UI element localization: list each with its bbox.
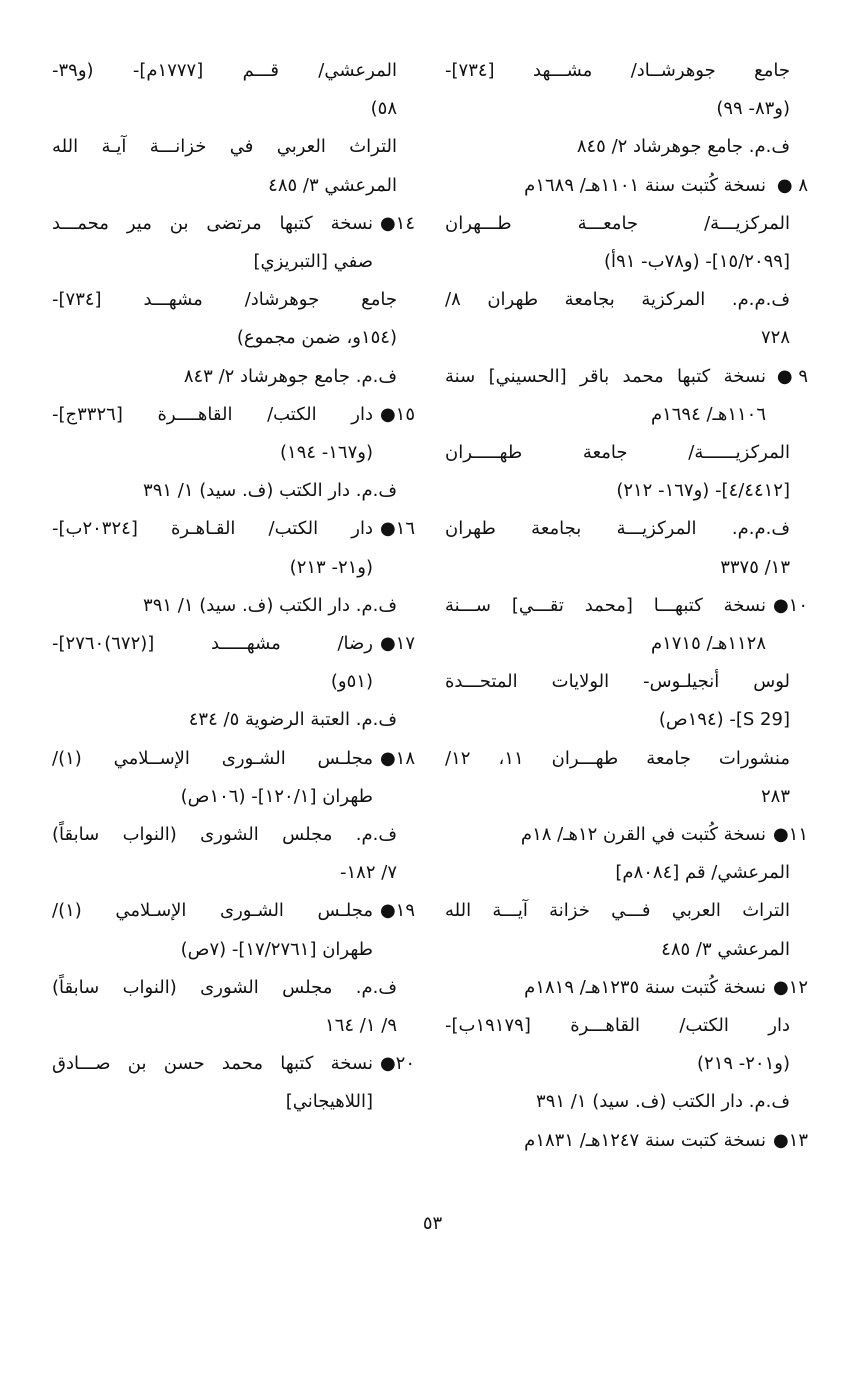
text-line: ف.م. مجلس الشورى (النواب سابقاً) (52, 976, 397, 998)
entry-number: ١٠● (772, 594, 808, 616)
text-line: رضا/ مشهـــــد [(٦٧٢)٢٧٦٠]- (52, 633, 373, 655)
left-column (52, 52, 415, 1122)
entry-detail (52, 281, 397, 357)
text-line: المرعشي/ قـــم [١٧٧٧م]- (و٣٩- (52, 60, 397, 81)
text-line: المرعشي/ قم [٨٠٨٤م] (615, 862, 790, 884)
text-line: (١٥٤و، ضمن مجموع) (236, 327, 397, 349)
text-line: لوس أنجيلـوس- الولايات المتحـــدة (445, 671, 790, 693)
manuscript-entry (52, 892, 415, 968)
text-line: صفي [التبريزي] (253, 251, 373, 273)
text-line: ٧٢٨ (760, 327, 790, 349)
text-line: طهران [١٢٠/١]- (١٠٦ص) (180, 785, 373, 807)
text-line: نسخة كتبها محمد حسن بن صـــادق (52, 1053, 373, 1075)
entry-number: ١٨● (379, 747, 415, 769)
manuscript-entry (52, 205, 415, 281)
manuscript-entry (445, 587, 808, 663)
entry-detail (445, 52, 790, 128)
text-line: ف.م.م. المركزيـــة بجامعة طهران (445, 518, 790, 540)
entry-detail (52, 816, 397, 892)
text-line: ١١٢٨هـ/ ١٧١٥م (650, 633, 766, 655)
entry-detail (445, 1083, 790, 1121)
text-line: المركزيـــة/ جامعـــة طـــهران (445, 212, 790, 234)
text-line: (و٢١- ٢١٣) (289, 556, 373, 578)
text-line: نسخة كُتبت سنة ١١٠١هـ/ ١٦٨٩م (524, 174, 766, 196)
entry-number: ١٢● (772, 976, 808, 998)
entry-detail (52, 128, 397, 204)
text-line: نسخة كتبت سنة ١٢٤٧هـ/ ١٨٣١م (524, 1129, 766, 1151)
manuscript-entry (52, 740, 415, 816)
text-line: ف.م. جامع جوهرشاد ٢/ ٨٤٣ (183, 365, 397, 387)
text-line: دار الكتب/ القـاهـرة [٢٠٣٢٤ب]- (52, 518, 373, 540)
text-line: ف.م. دار الكتب (ف. سيد) ١/ ٣٩١ (536, 1091, 790, 1113)
text-line: [اللاهيجاني] (285, 1091, 373, 1113)
text-line: نسخة كُتبت سنة ١٢٣٥هـ/ ١٨١٩م (524, 976, 766, 998)
text-line: جامع جوهرشــاد/ مشـــهد [٧٣٤]- (445, 60, 790, 81)
text-line: ف.م. دار الكتب (ف. سيد) ١/ ٣٩١ (143, 594, 397, 616)
text-line: جامع جوهرشاد/ مشهـــد [٧٣٤]- (52, 289, 397, 311)
entry-number: ٩ ● (776, 365, 808, 387)
text-line: ٥٨) (370, 98, 397, 120)
text-line: المرعشي ٣/ ٤٨٥ (661, 938, 790, 960)
text-line: المرعشي ٣/ ٤٨٥ (268, 174, 397, 196)
text-line: [S 29]- (١٩٤ص) (658, 709, 790, 731)
text-line: (و١٦٧- ١٩٤) (280, 442, 373, 464)
text-line: نسخة كتبهـــا [محمد تقـــي] ســـنة (445, 594, 766, 616)
entry-detail (445, 892, 790, 968)
entry-detail (445, 663, 790, 739)
entry-number: ١٧● (379, 633, 415, 655)
manuscript-entry (445, 816, 808, 854)
entry-detail (445, 854, 790, 892)
text-line: نسخة كتبها محمد باقر [الحسيني] سنة (445, 365, 766, 387)
manuscript-entry (52, 1045, 415, 1121)
manuscript-entry (445, 167, 808, 205)
text-line: منشورات جامعة طهـــران ١١، ١٢/ (445, 747, 791, 769)
entry-number: ١٣● (772, 1129, 808, 1151)
entry-detail (445, 128, 790, 166)
manuscript-entry (445, 969, 808, 1007)
entry-detail (445, 510, 790, 586)
text-line: المركزيــــــة/ جامعة طهـــــران (445, 442, 790, 464)
text-line: ف.م. العتبة الرضوية ٥/ ٤٣٤ (188, 709, 397, 731)
manuscript-entry (445, 1122, 808, 1160)
entry-detail (52, 52, 397, 128)
entry-detail (52, 701, 397, 739)
entry-detail (445, 281, 790, 357)
text-line: مجلـس الشـورى الإسـلامي (١)/ (52, 900, 373, 922)
text-line: دار الكتب/ القاهـــرة [١٩١٧٩ب]- (445, 1015, 790, 1037)
text-line: (و٢٠١- ٢١٩) (697, 1053, 790, 1075)
text-line: التراث العربي في خزانـــة آيـة الله (52, 136, 397, 158)
manuscript-entry (52, 625, 415, 701)
text-line: [١٥/٢٠٩٩]- (و٧٨ب- ٩١أ) (604, 251, 790, 273)
entry-number: ٨ ● (776, 174, 808, 196)
entry-detail (52, 969, 397, 1045)
entry-detail (52, 587, 397, 625)
entry-number: ١١● (772, 824, 808, 846)
manuscript-entry (52, 510, 415, 586)
entry-number: ٢٠● (379, 1053, 415, 1075)
text-line: (و٨٣- ٩٩) (716, 98, 790, 120)
text-line: (٥١و) (330, 671, 373, 693)
text-line: دار الكتب/ القاهــــرة [٣٣٢٦ج]- (52, 403, 373, 425)
right-column (445, 52, 808, 1160)
entry-number: ١٥● (379, 403, 415, 425)
text-line: نسخة كُتبت في القرن ١٢هـ/ ١٨م (520, 824, 766, 846)
text-line: ٧/ ١٨٢- (340, 862, 397, 884)
manuscript-entry (52, 396, 415, 472)
entry-detail (445, 740, 790, 816)
text-line: التراث العربي فـــي خزانة آيـــة الله (445, 900, 790, 922)
entry-number: ١٦● (379, 518, 415, 540)
text-line: [٤/٤٤١٢]- (و١٦٧- ٢١٢) (616, 480, 790, 502)
entry-detail (52, 472, 397, 510)
text-line: ف.م. دار الكتب (ف. سيد) ١/ ٣٩١ (143, 480, 397, 502)
text-line: ف.م. مجلس الشورى (النواب سابقاً) (52, 824, 397, 846)
text-line: ٩/ ١/ ١٦٤ (325, 1015, 397, 1037)
entry-number: ١٩● (379, 900, 415, 922)
text-line: نسخة كتبها مرتضى بن مير محمـــد (52, 212, 373, 234)
page-number: ٥٣ (422, 1213, 443, 1234)
manuscript-entry (445, 358, 808, 434)
text-line: ف.م.م. المركزية بجامعة طهران ٨/ (445, 289, 790, 311)
entry-detail (445, 205, 790, 281)
text-line: ١٣/ ٣٣٧٥ (720, 556, 790, 578)
entry-number: ١٤● (379, 212, 415, 234)
text-line: ٢٨٣ (760, 785, 790, 807)
text-line: ف.م. جامع جوهرشاد ٢/ ٨٤٥ (576, 136, 790, 158)
text-line: ١١٠٦هـ/ ١٦٩٤م (650, 403, 766, 425)
entry-detail (52, 358, 397, 396)
text-line: طهران [١٧/٢٧٦١]- (٧ص) (180, 938, 373, 960)
text-line: مجلـس الشـورى الإســلامي (١)/ (52, 747, 373, 769)
entry-detail (445, 434, 790, 510)
entry-detail (445, 1007, 790, 1083)
